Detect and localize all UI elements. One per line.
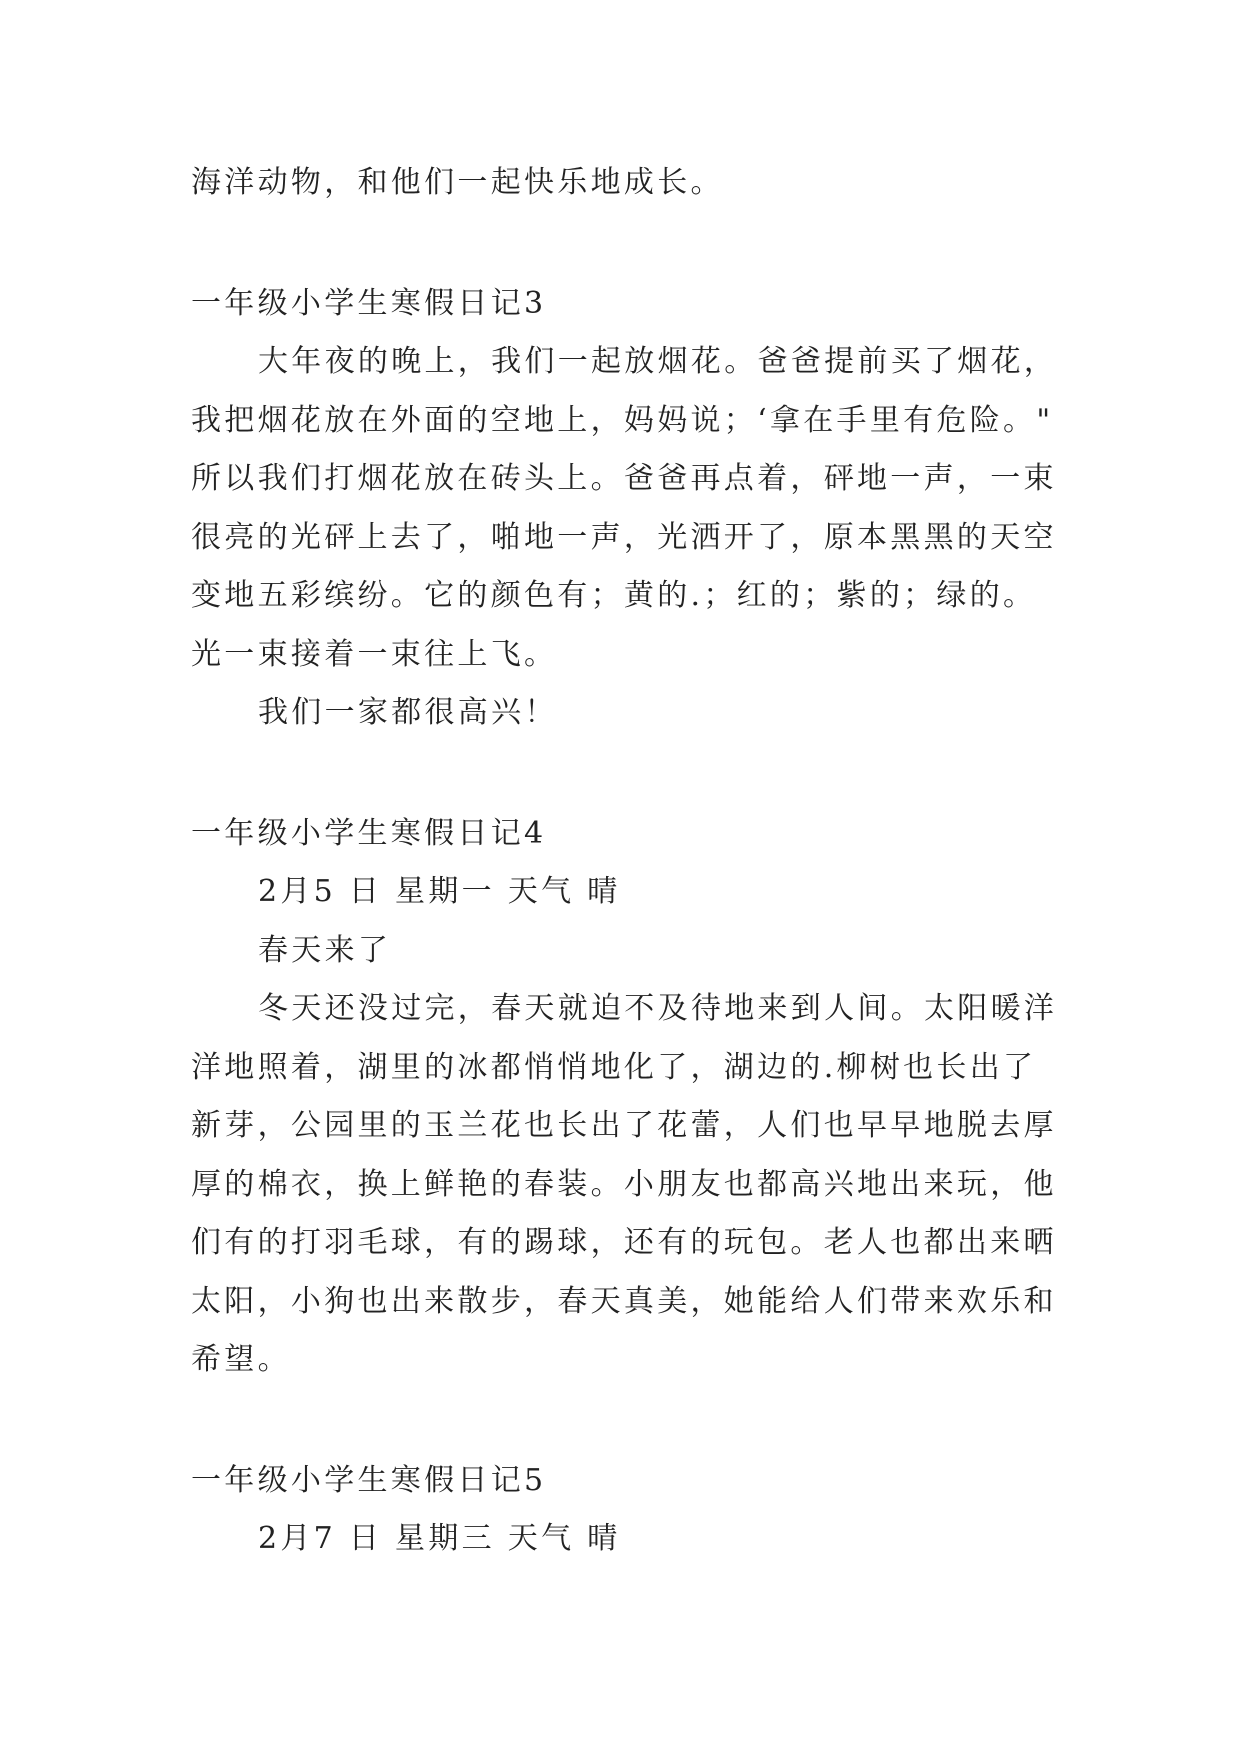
entry-title: 一年级小学生寒假日记5 <box>191 1462 547 1498</box>
text-line: 很亮的光砰上去了，啪地一声，光洒开了，原本黑黑的天空 <box>191 519 1057 555</box>
text-line: 希望。 <box>191 1342 291 1377</box>
date-weather-line <box>191 863 1121 922</box>
paragraph <box>191 980 1121 1390</box>
text-line: 们有的打羽毛球，有的踢球，还有的玩包。老人也都出来晒 <box>191 1225 1057 1260</box>
continuation-paragraph <box>191 154 1121 213</box>
diary-entry-4 <box>191 805 1121 1390</box>
text-line: 2月5 日 星期一 天气 晴 <box>258 874 621 909</box>
text-line: 我们一家都很高兴！ <box>258 695 558 730</box>
paragraph <box>191 684 1121 743</box>
diary-subtitle <box>191 922 1121 981</box>
date-weather-line <box>191 1510 1121 1569</box>
text-line: 春天来了 <box>258 932 392 968</box>
text-line: 变地五彩缤纷。它的颜色有；黄的.；红的；紫的；绿的。 <box>191 578 1037 613</box>
text-line: 厚的棉衣，换上鲜艳的春装。小朋友也都高兴地出来玩，他 <box>191 1166 1057 1202</box>
text-line: 大年夜的晚上，我们一起放烟花。爸爸提前买了烟花， <box>258 344 1058 379</box>
paragraph <box>191 333 1121 684</box>
entry-title: 一年级小学生寒假日记4 <box>191 815 547 851</box>
text-line: 所以我们打烟花放在砖头上。爸爸再点着，砰地一声，一束 <box>191 461 1057 496</box>
text-line: 光一束接着一束往上飞。 <box>191 636 558 672</box>
text-line: 海洋动物，和他们一起快乐地成长。 <box>191 165 724 200</box>
diary-entry-3 <box>191 275 1121 743</box>
text-line: 我把烟花放在外面的空地上，妈妈说；‘拿在手里有危险。" <box>191 402 1054 438</box>
entry-title: 一年级小学生寒假日记3 <box>191 285 547 321</box>
text-line: 洋地照着，湖里的冰都悄悄地化了，湖边的.柳树也长出了 <box>191 1049 1037 1085</box>
text-line: 冬天还没过完，春天就迫不及待地来到人间。太阳暖洋 <box>258 991 1058 1026</box>
text-line: 太阳，小狗也出来散步，春天真美，她能给人们带来欢乐和 <box>191 1283 1057 1319</box>
text-line: 新芽，公园里的玉兰花也长出了花蕾，人们也早早地脱去厚 <box>191 1108 1057 1143</box>
diary-entry-5 <box>191 1452 1121 1569</box>
text-line: 2月7 日 星期三 天气 晴 <box>258 1521 621 1556</box>
